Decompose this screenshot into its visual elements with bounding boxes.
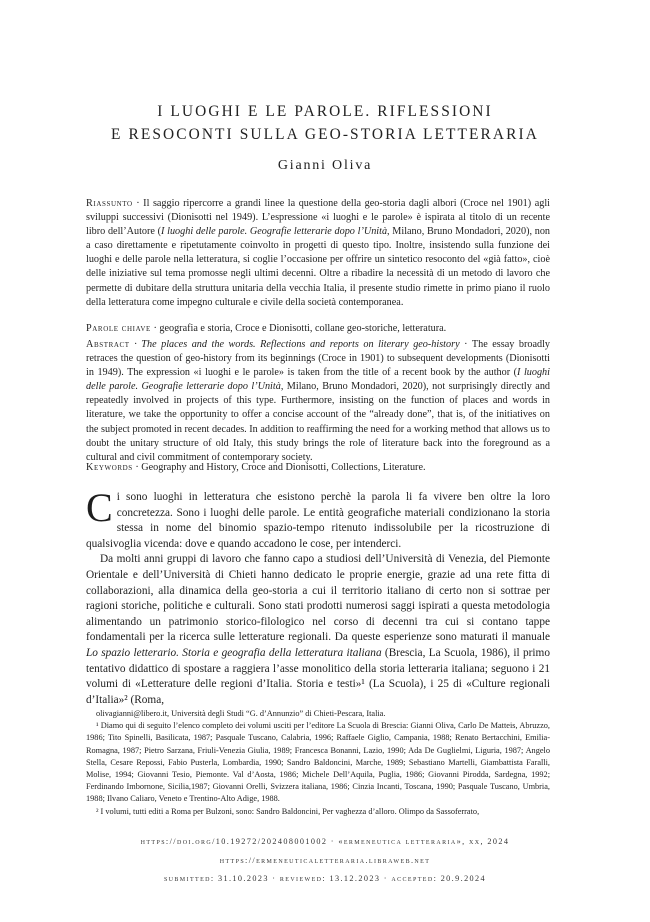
riassunto-label: Riassunto [86, 198, 133, 209]
body-paragraph-2-text-b: (Brescia, La Scuola, 1986), il primo tentativo didattico di spostare a raggiera l’asse monolitico della storia letteraria italiana; seguono i 21 volumi di «Letterature delle regioni d’Italia. Storia e testi»¹ (La Scuola), i 25 di «Culture regionali d’Italia»² (Roma, [86, 646, 550, 706]
riassunto-paragraph [86, 197, 550, 310]
abstract-paragraph [86, 338, 550, 465]
article-title-line-1: I LUOGHI E LE PAROLE. RIFLESSIONI [157, 103, 493, 120]
keywords-text: · Geography and History, Croce and Dionisotti, Collections, Literature. [132, 462, 426, 473]
article-body [86, 485, 550, 708]
footnote-2: ² I volumi, tutti editi a Roma per Bulzoni, sono: Sandro Baldoncini, Per vaghezza d’alloro. Olimpo da Sassoferrato, [96, 806, 480, 816]
body-paragraph-1 [86, 485, 550, 552]
riassunto-book-title: I luoghi delle parole. Geografie letterarie dopo l’Unità [161, 226, 388, 238]
parole-chiave-text: · geografia e storia, Croce e Dionisotti, collane geo-storiche, letteratura. [150, 323, 447, 334]
abstract-english-title: · The places and the words. Reflections and reports on literary geo-history [129, 339, 460, 350]
abstract-label: Abstract [86, 339, 130, 350]
riassunto-text-a: · Il saggio ripercorre a grandi linee la questione della geo-storia dagli albori (Croce nel 1901) agli sviluppi successivi (Dionisotti nel 1949). L’espressione «i luoghi e le parole» è ispirata al titolo di un recente libro dell’Autore ( [86, 198, 550, 238]
dropcap-letter: C [86, 485, 113, 530]
keywords-label: Keywords [86, 462, 133, 473]
abstract-text-b: , Milano, Bruno Mondadori, 2020), not surprisingly directly and repeatedly involved in projects of this type. Furthermore, insisting on the function of places and words in literature, we take the opportunity to offer a concise account of the “already done”, that is, of the initiatives on the subject promoted in recent decades. In addition to reaffirming the need for a working method that allows us to doubt the unitary structure of old Italy, this study brings the role of literature back into the foreground as a cultural and civil commitment of contemporary society. [86, 381, 551, 463]
abstract-text-a: · The essay broadly retraces the question of geo-history from its beginnings (Croce in 1901) to subsequent developments (Dionisotti in 1949). The expression «i luoghi e le parole» is taken from the title of a recent book by the author ( [86, 339, 550, 379]
footer-url: https://ermeneuticaletteraria.libraweb.net [219, 856, 431, 865]
footer-dates: submitted: 31.10.2023 · reviewed: 13.12.2023 · accepted: 20.9.2024 [163, 874, 487, 883]
riassunto-text-b: , Milano, Bruno Mondadori, 2020), non a caso direttamente e ripetutamente coinvolto in progetti di questo tipo. Inoltre, insistendo sulla funzione dei luoghi e delle parole nella letteratura, si coglie l’occasione per offrire un sintetico resoconto del «già fatto», cioè delle iniziative sul tema promosse negli ultimi decenni. Oltre a ribadire la necessità di un metodo di lavoro che permette di dubitare della struttura unitaria della vecchia Italia, il presente studio rimette in primo piano il ruolo della letteratura come impegno culturale e civile della società contemporanea. [86, 226, 551, 308]
article-title-line-2: E RESOCONTI SULLA GEO-STORIA LETTERARIA [111, 126, 539, 143]
article-author: Gianni Oliva [277, 158, 373, 173]
body-paragraph-2 [86, 552, 550, 708]
footnote-1: ¹ Diamo qui di seguito l’elenco completo dei volumi usciti per l’editore La Scuola di Brescia: Gianni Oliva, Carlo De Matteis, Abruzzo, 1986; Tito Spinelli, Basilicata, 1987; Pasquale Tuscano, Calabria, 1996; Raffaele Giglio, Campania, 1988; Renato Bertacchini, Emilia-Romagna, 1987; Pietro Sarzana, Friuli-Venezia Giulia, 1989; Francesca Bonanni, Lazio, 1990; Ada De Guglielmi, Liguria, 1987; Angelo Stella, Cesare Repossi, Fabio Pusterla, Lombardia, 1990; Sandro Baldoncini, Marche, 1989; Sebastiano Martelli, Giambattista Faralli, Molise, 1994; Giovanni Tesio, Piemonte. Val d’Aosta, 1986; Michele Dell’Aquila, Puglia, 1986; Giovanni Pirodda, Sardegna, 1992; Ferdinando Imbornone, Sicilia,1987; Giovanni Orelli, Svizzera italiana, 1986; Cinzia Incanti, Toscana, 1990; Pasquale Tuscano, Umbria, 1988; Ilvano Caliaro, Veneto e Trentino-Alto Adige, 1988. [86, 721, 550, 804]
parole-chiave-label: Parole chiave [86, 323, 151, 334]
parole-chiave-paragraph [86, 322, 550, 336]
body-paragraph-2-text-a: Da molti anni gruppi di lavoro che fanno capo a studiosi dell’Università di Venezia, del Piemonte Orientale e dell’Università di Chieti hanno dedicato le proprie energie, grazie ad una rete fitta di collaborazioni, alla dinamica della geo-storia a cui il territorio italiano di certo non si sottrae per ragioni storiche, politiche e culturali. Sono stati prodotti numerosi saggi ispirati a questa metodologia alimentando un patrimonio storico-filologico nel corso di decenni tra cui si contano tappe fondamentali per la ricerca sulle letterature regionali. Da queste esperienze sono maturati il manuale [86, 553, 550, 644]
author-affiliation: olivagianni@libero.it, Università degli Studi “G. d’Annunzio” di Chieti-Pescara, Italia. [96, 709, 386, 718]
body-paragraph-2-book-title: Lo spazio letterario. Storia e geografia della letteratura italiana [86, 646, 382, 659]
abstract-book-title: I luoghi delle parole. Geografie letterarie dopo l’Unità [86, 367, 550, 393]
footer-doi: https://doi.org/10.19272/202408001002 · «ermeneutica letteraria», xx, 2024 [140, 837, 510, 846]
footnotes [86, 708, 550, 818]
keywords-paragraph [86, 461, 550, 475]
body-paragraph-1-text: i sono luoghi in letteratura che esistono perchè la parola li fa vivere ben oltre la loro concretezza. Sono i luoghi delle parole. Le entità geografiche materiali condizionano la storia stessa in nome del binomio spazio-tempo ritenuto indissolubile per la ricostruzione di qualsivoglia vicenda: dove e quando accadono le cose, per intenderci. [86, 491, 550, 550]
